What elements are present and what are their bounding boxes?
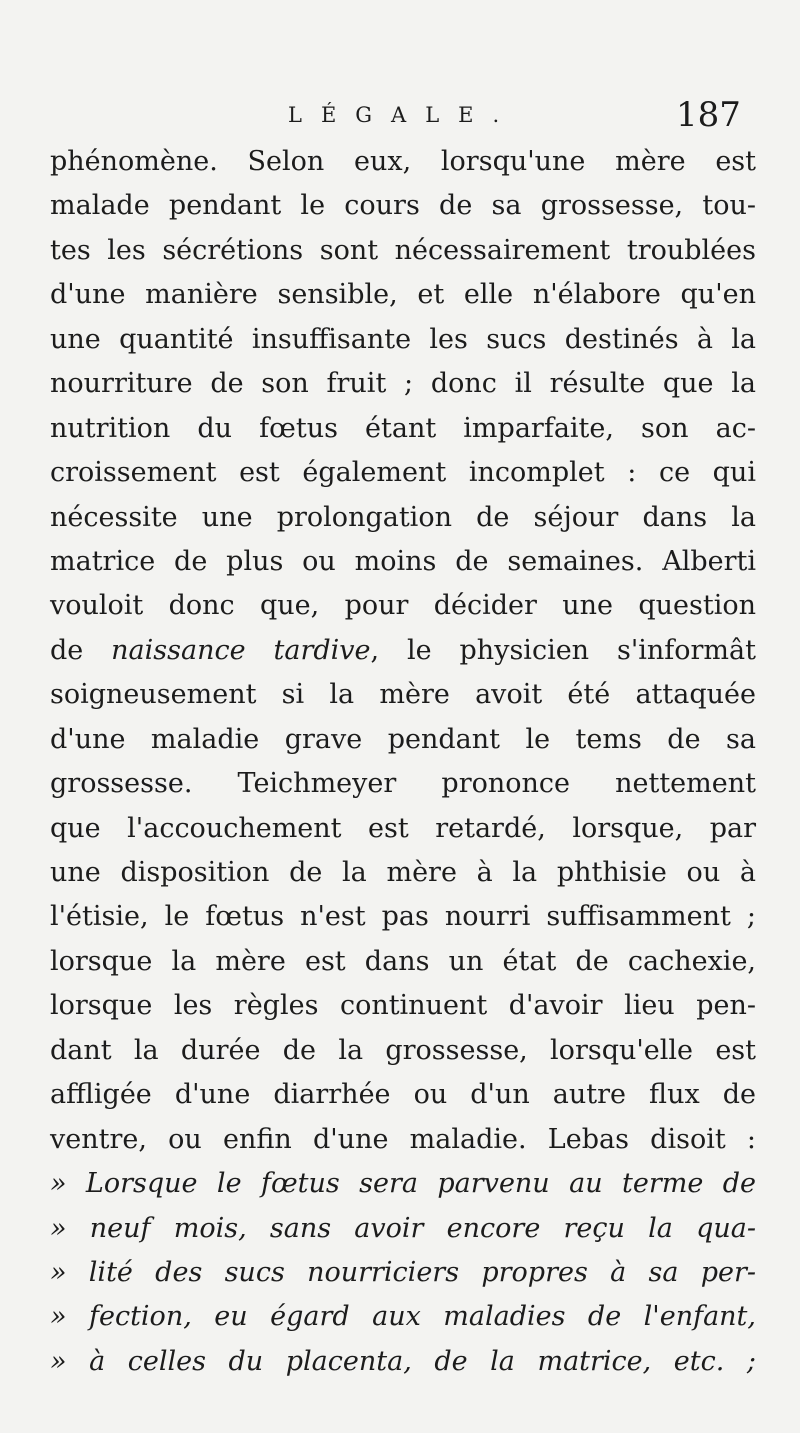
text-line: croissement est également incomplet : ce qui <box>50 457 756 489</box>
text-line: malade pendant le cours de sa grossesse, tou- <box>50 190 756 222</box>
page-number: 187 <box>676 95 741 135</box>
running-head: LÉGALE. <box>288 103 519 127</box>
quote-line: » à celles du placenta, de la matrice, etc. ; <box>50 1345 756 1377</box>
text-line: d'une maladie grave pendant le tems de sa <box>50 723 756 755</box>
text-line: affligée d'une diarrhée ou d'un autre flux de <box>50 1079 756 1111</box>
text-line-with-italic <box>50 629 756 673</box>
quote-line: » Lorsque le fœtus sera parvenu au terme de <box>50 1168 756 1200</box>
text-line: lorsque la mère est dans un état de cachexie, <box>50 945 756 977</box>
text-line: d'une manière sensible, et elle n'élabore qu'en <box>50 279 756 311</box>
text-line: une disposition de la mère à la phthisie ou à <box>50 857 756 888</box>
text-line: nécessite une prolongation de séjour dans la <box>50 501 756 533</box>
body-text <box>50 140 756 1384</box>
quote-line: » neuf mois, sans avoir encore reçu la qua- <box>50 1212 756 1244</box>
text-line: une quantité insuffisante les sucs destinés à la <box>50 323 756 355</box>
text-line: tes les sécrétions sont nécessairement troublées <box>50 234 756 266</box>
text-line: soigneusement si la mère avoit été attaquée <box>50 679 756 711</box>
text-line: nourriture de son fruit ; donc il résulte que la <box>50 368 756 400</box>
text-line: matrice de plus ou moins de semaines. Alberti <box>50 545 756 577</box>
text-line: grossesse. Teichmeyer prononce nettement <box>50 768 756 800</box>
text-line: nutrition du fœtus étant imparfaite, son ac- <box>50 412 756 444</box>
text-fragment: de <box>50 634 112 666</box>
text-line: dant la durée de la grossesse, lorsqu'elle est <box>50 1034 756 1066</box>
quote-line: » fection, eu égard aux maladies de l'enfant, <box>50 1301 756 1333</box>
text-fragment: , le physicien s'informât <box>370 634 756 666</box>
text-line: ventre, ou enfin d'une maladie. Lebas disoit : <box>50 1123 756 1155</box>
text-line: l'étisie, le fœtus n'est pas nourri suffisamment ; <box>50 901 756 933</box>
quote-line: » lité des sucs nourriciers propres à sa per- <box>50 1256 756 1288</box>
italic-phrase: naissance tardive <box>111 634 371 666</box>
text-line: phénomène. Selon eux, lorsqu'une mère est <box>50 146 756 177</box>
page-header <box>0 95 800 139</box>
text-line: lorsque les règles continuent d'avoir lieu pen- <box>50 990 756 1022</box>
text-line: que l'accouchement est retardé, lorsque, par <box>50 812 756 844</box>
text-line: vouloit donc que, pour décider une question <box>50 590 756 622</box>
